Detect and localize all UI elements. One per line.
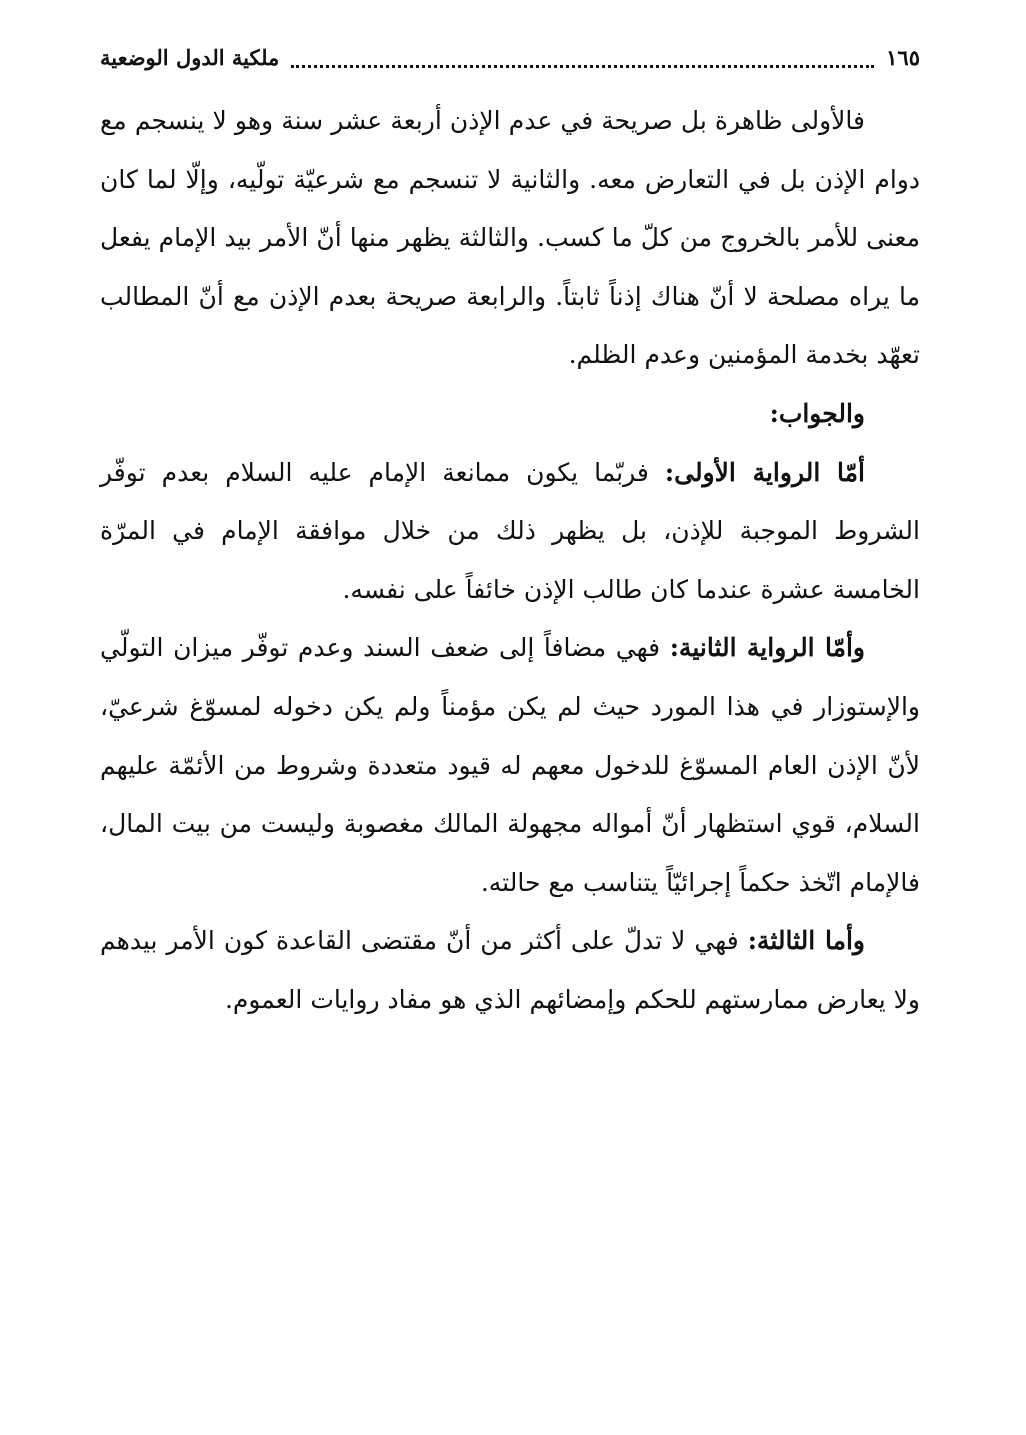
page-number: ١٦٥ <box>886 45 920 70</box>
paragraph-text: فهي مضافاً إلى ضعف السند وعدم توفّر ميزان التولّي والإستوزار في هذا المورد حيث لم يكن مؤمناً ولم يكن دخوله لمسوّغ شرعيّ، لأنّ الإذن العام المسوّغ للدخول معهم له قيود متعددة وشروط من الأئمّة عليهم السلام، قوي استظهار أنّ أمواله مجهولة المالك مغصوبة وليست من بيت المال، فالإمام اتّخذ حكماً إجرائيّاً يتناسب مع حالته. <box>100 633 920 897</box>
paragraph-first-narration <box>100 444 920 620</box>
paragraph-lead: وأمّا الرواية الثانية: <box>669 633 865 663</box>
running-header <box>100 38 920 78</box>
paragraph-lead: وأما الثالثة: <box>747 926 865 956</box>
paragraph-second-narration <box>100 619 920 912</box>
paragraph-text: فهي لا تدلّ على أكثر من أنّ مقتضى القاعدة كون الأمر بيدهم ولا يعارض ممارستهم للحكم وإمضائهم الذي هو مفاد روايات العموم. <box>100 926 920 1014</box>
paragraph-lead: والجواب: <box>769 398 865 428</box>
paragraph-lead: أمّا الرواية الأولى: <box>664 457 865 487</box>
paragraph-answer-heading <box>100 385 920 444</box>
body-text <box>100 92 920 1030</box>
document-page <box>100 38 920 1030</box>
paragraph-third-narration <box>100 912 920 1029</box>
header-dotted-leader <box>291 64 874 68</box>
book-title: ملكية الدول الوضعية <box>100 45 280 70</box>
paragraph-intro <box>100 92 920 385</box>
paragraph-text: فربّما يكون ممانعة الإمام عليه السلام بعدم توفّر الشروط الموجبة للإذن، بل يظهر ذلك من خلال موافقة الإمام في المرّة الخامسة عشرة عندما كان طالب الإذن خائفاً على نفسه. <box>100 457 920 604</box>
paragraph-text: فالأولى ظاهرة بل صريحة في عدم الإذن أربعة عشر سنة وهو لا ينسجم مع دوام الإذن بل في التعارض معه. والثانية لا تنسجم مع شرعيّة تولّيه، وإلّا لما كان معنى للأمر بالخروج من كلّ ما كسب. والثالثة يظهر منها أنّ الأمر بيد الإمام يفعل ما يراه مصلحة لا أنّ هناك إذناً ثابتاً. والرابعة صريحة بعدم الإذن مع أنّ المطالب تعهّد بخدمة المؤمنين وعدم الظلم. <box>100 106 920 370</box>
